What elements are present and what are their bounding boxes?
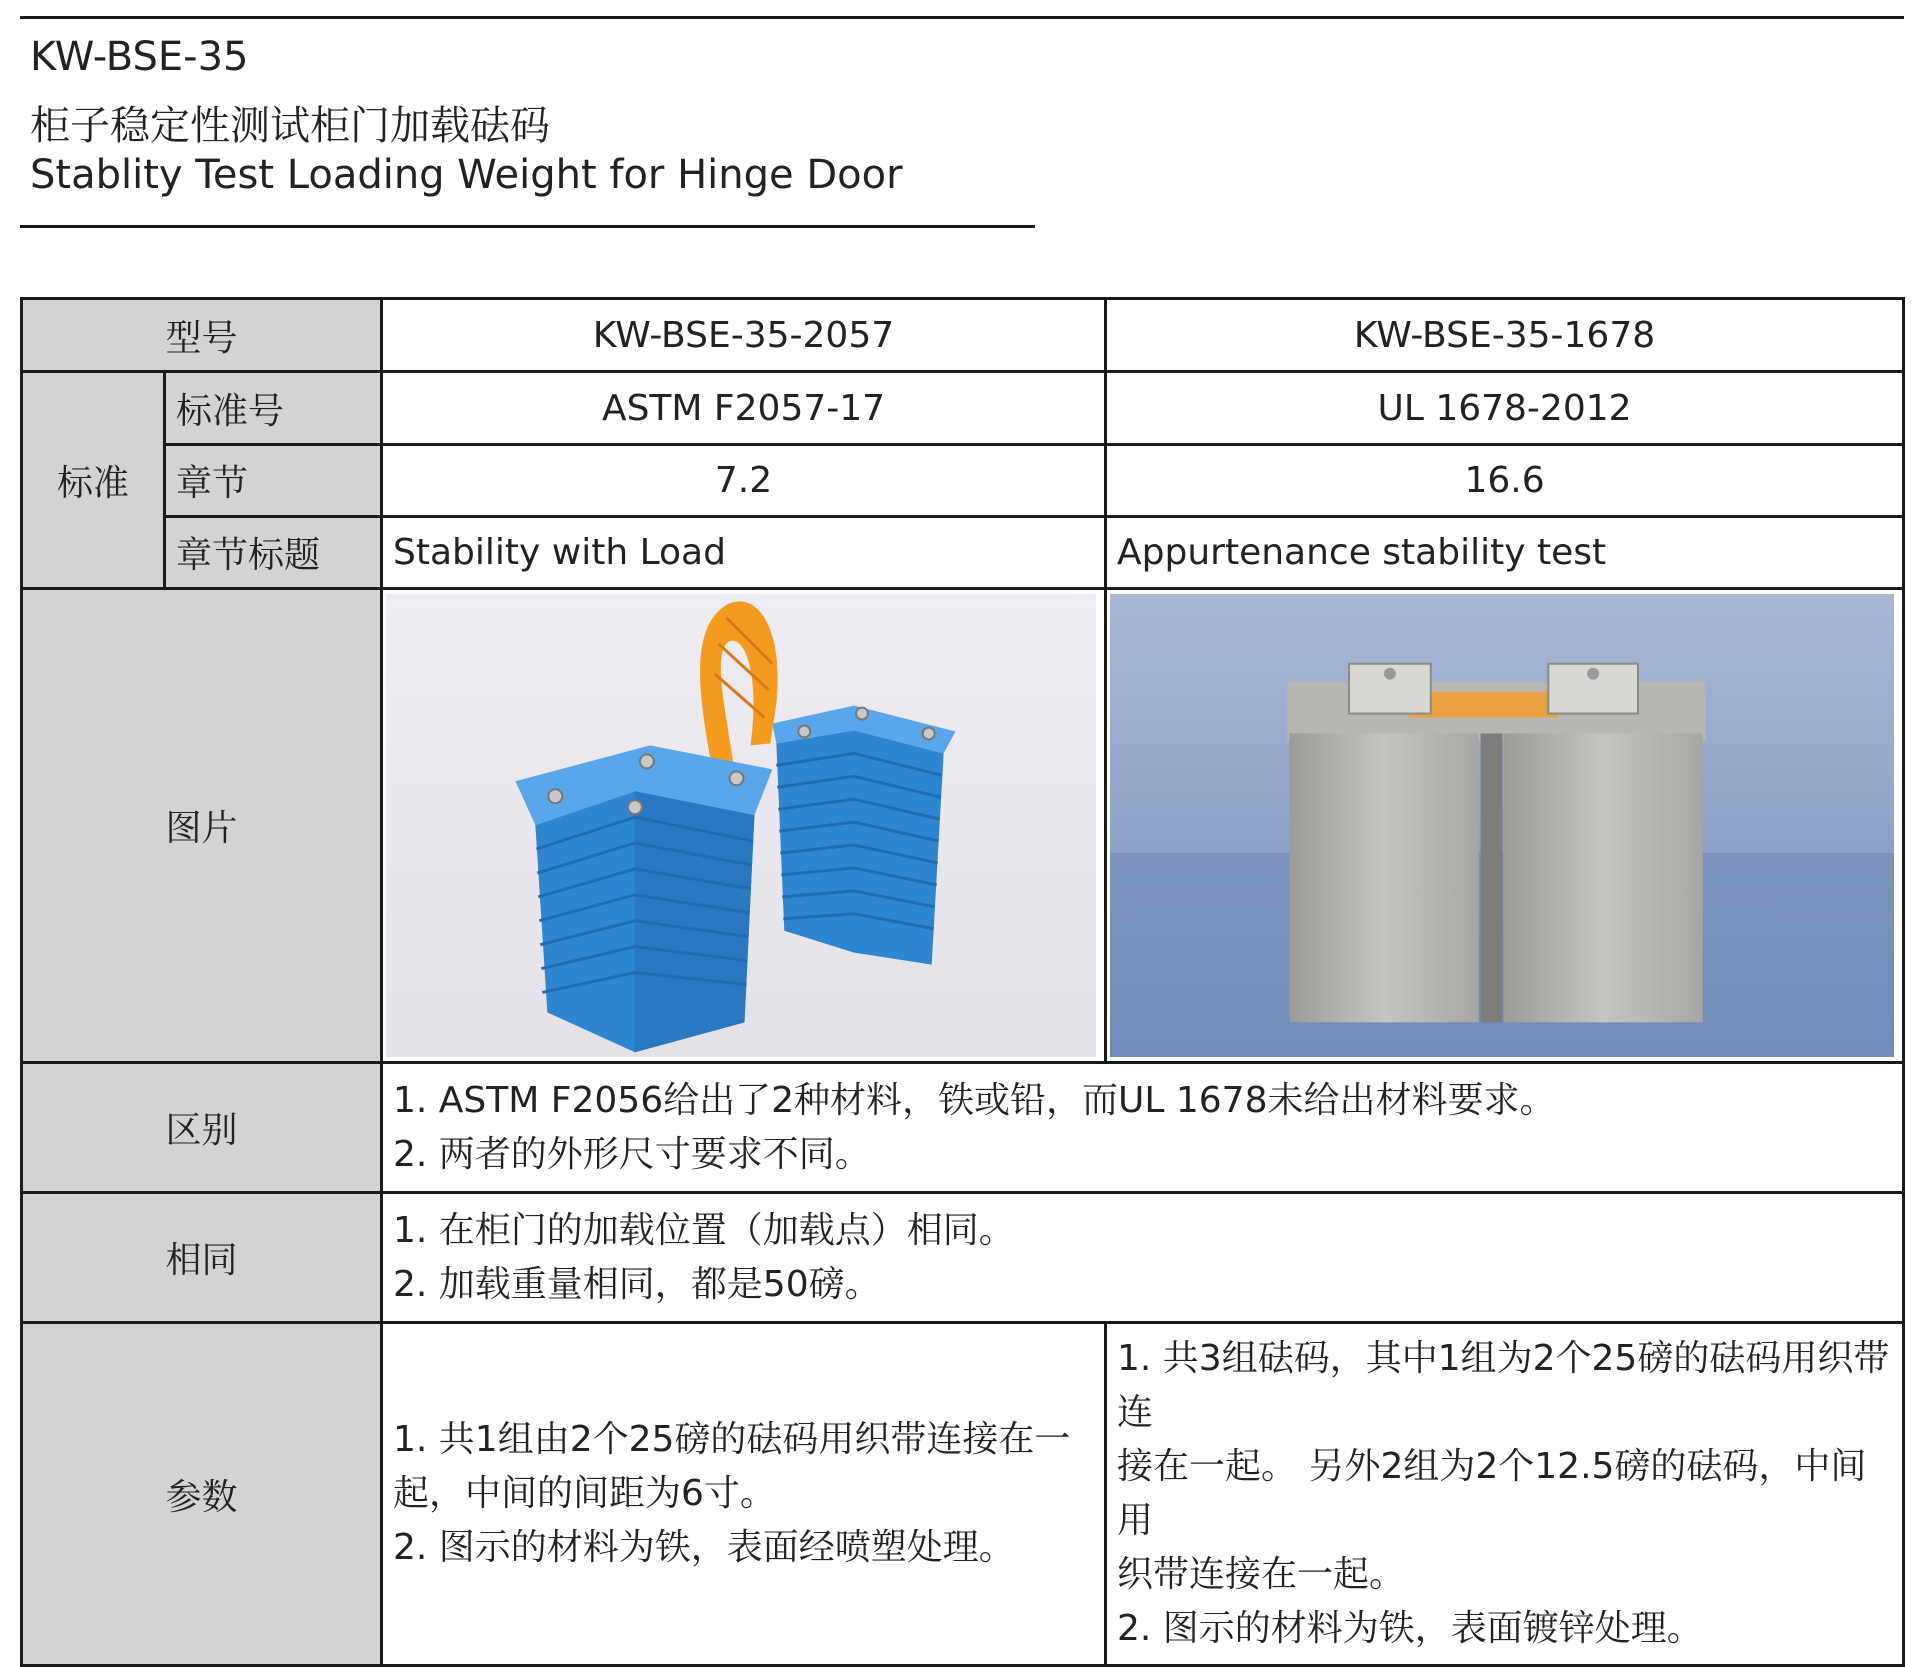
image-cell-1678 — [1106, 589, 1904, 1063]
blue-plastic-stacked-weights-photo — [386, 594, 1096, 1057]
title-chinese: 柜子稳定性测试柜门加载砝码 — [30, 103, 550, 149]
clause-title-astm: Stability with Load — [382, 517, 1106, 589]
clause-astm: 7.2 — [382, 445, 1106, 517]
params-text-1678 — [1106, 1323, 1904, 1666]
params-1678-line-2: 接在一起。 另外2组为2个12.5磅的砝码，中间用 — [1117, 1446, 1867, 1542]
row-standard-no — [22, 372, 1904, 445]
standard-no-label: 标准号 — [165, 372, 382, 445]
difference-line-1: 1. ASTM F2056给出了2种材料，铁或铅，而UL 1678未给出材料要求。 — [393, 1079, 1556, 1121]
row-image — [22, 589, 1904, 1063]
standard-no-ul: UL 1678-2012 — [1106, 372, 1904, 445]
params-2057-line-1: 1. 共1组由2个25磅的砝码用织带连接在一 — [393, 1419, 1071, 1461]
params-1678-line-4: 2. 图示的材料为铁，表面镀锌处理。 — [1117, 1608, 1703, 1650]
product-code: KW-BSE-35 — [30, 34, 249, 80]
difference-text — [382, 1063, 1904, 1193]
spec-table — [20, 297, 1905, 1667]
clause-title-label: 章节标题 — [165, 517, 382, 589]
standard-no-astm: ASTM F2057-17 — [382, 372, 1106, 445]
same-label: 相同 — [22, 1193, 382, 1323]
difference-label: 区别 — [22, 1063, 382, 1193]
row-clause-title — [22, 517, 1904, 589]
top-rule — [20, 16, 1904, 19]
same-line-2: 2. 加载重量相同，都是50磅。 — [393, 1263, 881, 1305]
standard-label: 标准 — [22, 372, 165, 589]
params-1678-line-3: 织带连接在一起。 — [1117, 1554, 1406, 1596]
params-2057-line-3: 2. 图示的材料为铁，表面经喷塑处理。 — [393, 1527, 1015, 1569]
params-1678-line-1: 1. 共3组砝码，其中1组为2个25磅的砝码用织带连 — [1117, 1338, 1890, 1434]
title-english: Stablity Test Loading Weight for Hinge Door — [30, 152, 903, 198]
same-text — [382, 1193, 1904, 1323]
row-params — [22, 1323, 1904, 1666]
same-line-1: 1. 在柜门的加载位置（加载点）相同。 — [393, 1209, 1015, 1251]
clause-title-ul: Appurtenance stability test — [1106, 517, 1904, 589]
zinc-plated-steel-weights-photo — [1110, 594, 1894, 1057]
difference-line-2: 2. 两者的外形尺寸要求不同。 — [393, 1133, 871, 1175]
params-text-2057 — [382, 1323, 1106, 1666]
row-same — [22, 1193, 1904, 1323]
row-clause — [22, 445, 1904, 517]
image-cell-2057 — [382, 589, 1106, 1063]
header-bottom-rule — [20, 225, 1035, 228]
model-value-1678: KW-BSE-35-1678 — [1106, 299, 1904, 372]
image-label: 图片 — [22, 589, 382, 1063]
params-2057-line-2: 起，中间的间距为6寸。 — [393, 1473, 776, 1515]
row-model — [22, 299, 1904, 372]
clause-ul: 16.6 — [1106, 445, 1904, 517]
params-label: 参数 — [22, 1323, 382, 1666]
clause-label: 章节 — [165, 445, 382, 517]
model-value-2057: KW-BSE-35-2057 — [382, 299, 1106, 372]
row-difference — [22, 1063, 1904, 1193]
model-label: 型号 — [22, 299, 382, 372]
